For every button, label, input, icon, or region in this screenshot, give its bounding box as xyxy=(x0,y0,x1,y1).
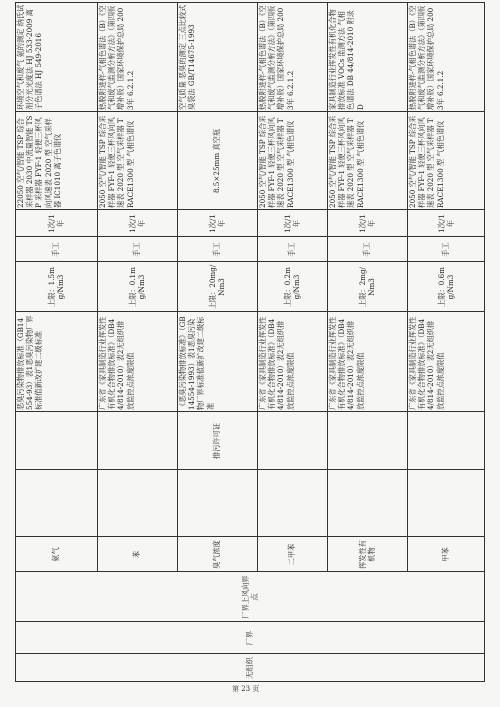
mode-cell: 手工 xyxy=(287,242,297,257)
limit-cell: 上限：20mg/Nm3 xyxy=(207,264,226,310)
standard-cell: 恶臭污染物排放标准（GB14554-93）表1恶臭污染物厂界标准值新改扩建二级标准 xyxy=(16,315,44,410)
limit-cell: 上限：2mg/Nm3 xyxy=(357,267,376,307)
pollutant-cell: 臭气浓度 xyxy=(212,540,222,569)
freq-cell: 1次/1年 xyxy=(357,214,376,233)
method-cell: 环境空气和废气 氨的测定 纳氏试剂分光光度法 HJ 533-2009 离子色谱法 HJ 549-2016 xyxy=(16,4,44,110)
mode-cell: 手工 xyxy=(51,242,61,257)
method-cell: 热脱附进样-气相色谱法（B）《空气和废气监测分析方法》（第四版 增补版）国家环境保护总局 2003年 6.2.1.2 xyxy=(408,5,445,110)
pollutant-cell: 二甲苯 xyxy=(287,543,297,566)
sampler-cell: 22050 空气/智能 TSP 综合采样器 2030 中流量智能 TSP 采样器 FYF-1 轻便三杯风向风速表 2020 型 空气采样器 IC1010 离子色谱仪 xyxy=(16,115,62,208)
method-cell: 家具制造行业挥发性有机化合物排放标准 VOCs 监测方法 气相色谱法 DB 44/814-2010 附录 D xyxy=(328,9,365,110)
freq-cell: 1次/1年 xyxy=(46,214,65,233)
limit-cell: 上限：0.1mg/Nm3 xyxy=(127,267,146,307)
mode-cell: 手工 xyxy=(212,242,222,257)
sampler-cell: 2050 空气/智能 TSP 综合采样器 FYF-1 轻便三杯风向风速表 2020 型 空气采样器 TRACE1300 型 气相色谱仪 xyxy=(258,115,295,208)
freq-cell: 1次/1年 xyxy=(436,214,455,233)
point-cell: 厂界上风向界点 xyxy=(240,575,259,619)
freq-cell: 1次/1年 xyxy=(127,214,146,233)
standard-cell: 《恶臭污染物排放标准》（GB14554-1993）表1恶臭污染物厂界标准值新扩改建二级标准 xyxy=(178,316,215,410)
freq-cell: 1次/1年 xyxy=(207,214,226,233)
unit-cell: 无组织 xyxy=(245,657,255,679)
location-cell: 厂界 xyxy=(245,630,255,646)
permit-cell: 排污许可证 xyxy=(212,423,222,459)
pollutant-cell: 挥发性有机物 xyxy=(357,540,376,569)
standard-cell: 广东省《家具制造行业挥发性有机化合物排放标准》（DB44/814-2010）表2无组织排放监控点浓度限值 xyxy=(328,316,365,410)
sampler-cell: 8.5×25mm 真空瓶 xyxy=(212,128,222,194)
limit-cell: 上限：1.5mg/Nm3 xyxy=(46,267,65,307)
sampler-cell: 2050 空气/智能 TSP 综合采样器 FYF-1 轻便三杯风向风速表 2020 型 空气采样器 TRACE1300 型 气相色谱仪 xyxy=(98,115,135,208)
sampler-cell: 2050 空气/智能 TSP 综合采样器 FYF-1 轻便三杯风向风速表 2020 型 空气采样器 TRACE1300 型 气相色谱仪 xyxy=(408,115,445,208)
method-cell: 热脱附进样-气相色谱法（B）《空气和废气监测分析方法》（第四版 增补版）国家环境保护总局 2003年 6.2.1.2 xyxy=(98,5,135,110)
standard-cell: 广东省《家具制造行业挥发性有机化合物排放标准》（DB44/814-2010）表2无组织排放监控点浓度限值 xyxy=(258,316,295,410)
freq-cell: 1次/1年 xyxy=(282,214,301,233)
pollutant-cell: 苯 xyxy=(132,550,142,559)
rotated-monitoring-table xyxy=(15,2,485,682)
mode-cell: 手工 xyxy=(441,242,451,257)
standard-cell: 广东省《家具制造行业挥发性有机化合物排放标准》（DB44/814-2010）表2无组织排放监控点浓度限值 xyxy=(408,316,445,410)
pollutant-cell: 甲苯 xyxy=(441,547,451,562)
pollutant-cell: 氨气 xyxy=(51,547,61,562)
sampler-cell: 2050 空气/智能 TSP 综合采样器 FYF-1 轻便三杯风向风速表 2020 型 空气采样器 TRACE1300 型 气相色谱仪 xyxy=(328,115,365,208)
standard-cell: 广东省《家具制造行业挥发性有机化合物排放标准》（DB44/814-2010）表2无组织排放监控点浓度限值 xyxy=(98,316,135,410)
limit-cell: 上限：0.2mg/Nm3 xyxy=(282,267,301,307)
limit-cell: 上限：0.6mg/Nm3 xyxy=(436,267,455,307)
page-number: 第 23 页 xyxy=(232,685,260,693)
mode-cell: 手工 xyxy=(132,242,142,257)
mode-cell: 手工 xyxy=(362,242,372,257)
method-cell: 热脱附进样-气相色谱法（B）《空气和废气监测分析方法》（第四版 增补版）国家环境保护总局 2003年 6.2.1.2 xyxy=(258,5,295,110)
method-cell: 空气质量 恶臭的测定 三点比较式臭袋法 GB/T14675-1993 xyxy=(178,4,197,110)
